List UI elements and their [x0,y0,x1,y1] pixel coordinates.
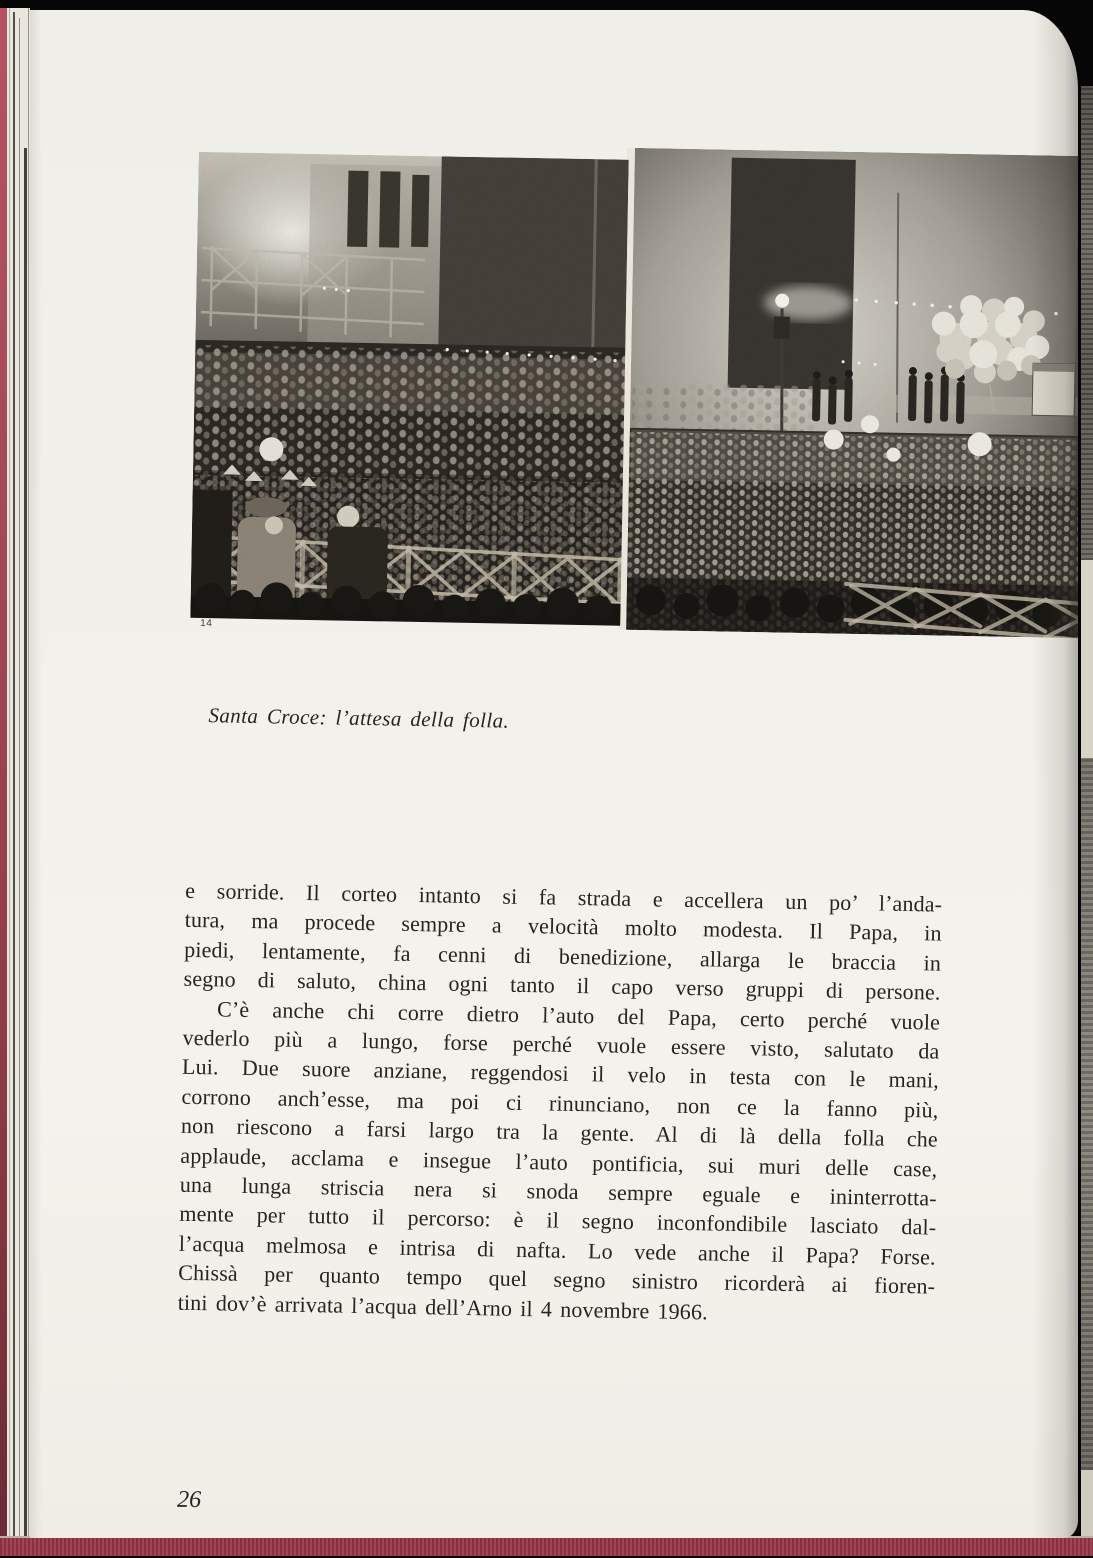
book-cover-edge-bottom [0,1536,1093,1556]
book-page [30,10,1078,1538]
text-line: C’è anche chi corre dietro l’auto del Papa, certo perché vuole [216,995,941,1035]
text-line: non riescono a farsi largo tra la gente. Al di là della folla che [180,1112,939,1152]
left-edge-shadow [30,10,42,1538]
text-line: tini dov’è arrivata l’acqua dell’Arno il 4 novembre 1966. [177,1289,709,1325]
text-line: vederlo più a lungo, forse perché vuole essere visto, salutato da [182,1024,940,1064]
text-line: corrono anch’esse, ma poi ci rinunciano, non ce la fanno più, [181,1083,939,1123]
crowd-photo-illustration [190,140,1078,639]
photo-caption: Santa Croce: l’attesa della folla. [208,703,510,733]
next-page-sliver-margin [1081,560,1093,758]
text-line: segno di saluto, china ogni tanto il capo verso gruppi di persone. [183,965,941,1005]
next-page-sliver-margin-bottom [1081,1470,1093,1536]
page-edge-line [13,12,15,1538]
page-content [30,10,1078,1538]
page-edge-line [28,8,29,1538]
body-text [177,876,942,1331]
page-number: 26 [176,1486,202,1514]
page-edge-stack-left [0,8,30,1538]
text-line: tura, ma procede sempre a velocità molto modesta. Il Papa, in [184,907,942,947]
text-line: e sorride. Il corteo intanto si fa strada e accellera un po’ l’anda- [185,877,943,917]
photo-right [626,148,1078,639]
gutter-shadow [1032,10,1078,1538]
photo-figure [190,140,1078,639]
text-line: piedi, lentamente, fa cenni di benedizione, allarga le braccia in [183,936,942,976]
text-line: Lui. Due suore anziane, reggendosi il velo in testa con le mani, [181,1054,940,1094]
text-line: Chissà per quanto tempo quel segno sinistro ricorderà ai fioren- [178,1259,936,1299]
book-cover-edge-left [0,8,7,1538]
text-line: una lunga striscia nera si snoda sempre eguale e ininterrotta- [179,1171,938,1211]
next-page-sliver-photo-top [1081,86,1093,560]
text-line: mente per tutto il percorso: è il segno inconfondibile lasciato dal- [179,1201,937,1241]
photo-left [190,152,629,630]
page-edge-line [19,18,20,1538]
figure-number: 14 [200,617,213,630]
text-line: l’acqua melmosa e intrisa di nafta. Lo vede anche il Papa? Forse. [178,1230,936,1270]
text-line: applaude, acclama e insegue l’auto pontificia, sui muri delle case, [180,1142,938,1182]
page-edge-line [9,8,10,1538]
page-edge-line [24,148,27,1538]
next-page-sliver-photo-bottom [1081,758,1093,1470]
